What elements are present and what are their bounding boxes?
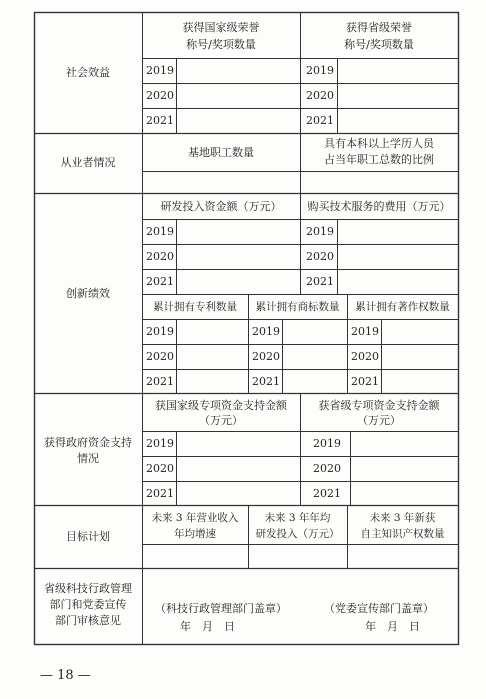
- year-2021: 2021: [146, 487, 174, 500]
- degree-ratio-header-2: 占当年职工总数的比例: [324, 153, 434, 166]
- year-2019: 2019: [146, 225, 174, 238]
- tech-dept-date: 年 月 日: [180, 620, 235, 633]
- provincial-fund-header: 获省级专项资金支持金额: [318, 399, 440, 412]
- provincial-honor-header-2: 称号/奖项数量: [344, 38, 414, 51]
- year-2021: 2021: [252, 375, 280, 388]
- ip-target-header-2: 自主知识产权数量: [360, 528, 445, 540]
- review-label-2: 部门和党委宣传: [49, 598, 127, 611]
- year-2021: 2021: [313, 487, 341, 500]
- year-2021: 2021: [306, 114, 334, 127]
- revenue-growth-header-2: 年均增速: [174, 528, 216, 540]
- year-2020: 2020: [252, 350, 280, 363]
- publicity-dept-stamp: （党委宣传部门盖章）: [324, 602, 434, 615]
- ip-target-header: 未来 3 年新获: [369, 512, 436, 524]
- national-honor-header-2: 称号/奖项数量: [186, 38, 256, 51]
- gov-funding-label-2: 情况: [77, 452, 99, 465]
- national-fund-header: 获国家级专项资金支持金额: [155, 399, 287, 412]
- year-2020: 2020: [146, 250, 174, 263]
- provincial-fund-unit: （万元）: [357, 414, 401, 427]
- year-2021: 2021: [351, 375, 379, 388]
- rd-investment-header: 研发投入资金额（万元）: [160, 200, 282, 213]
- year-2020: 2020: [351, 350, 379, 363]
- gov-funding-label: 获得政府资金支持: [44, 436, 132, 449]
- year-2019: 2019: [146, 325, 174, 338]
- review-label-3: 部门审核意见: [55, 614, 121, 627]
- year-2020: 2020: [146, 350, 174, 363]
- year-2020: 2020: [306, 250, 334, 263]
- year-2019: 2019: [146, 437, 174, 450]
- revenue-growth-header: 未来 3 年营业收入: [151, 512, 239, 524]
- rd-target-header: 未来 3 年年均: [264, 512, 331, 524]
- social-benefit-label: 社会效益: [66, 66, 110, 79]
- copyright-count-header: 累计拥有著作权数量: [355, 301, 450, 313]
- provincial-honor-header: 获得省级荣誉: [346, 21, 412, 34]
- year-2021: 2021: [146, 275, 174, 288]
- year-2019: 2019: [306, 64, 334, 77]
- staff-count-header: 基地职工数量: [188, 146, 254, 159]
- tech-dept-stamp: （科技行政管理部门盖章）: [155, 602, 287, 615]
- year-2020: 2020: [306, 89, 334, 102]
- year-2020: 2020: [146, 89, 174, 102]
- year-2019: 2019: [313, 437, 341, 450]
- year-2021: 2021: [306, 275, 334, 288]
- rd-target-header-2: 研发投入（万元）: [255, 528, 340, 540]
- trademark-count-header: 累计拥有商标数量: [255, 301, 340, 313]
- patent-count-header: 累计拥有专利数量: [153, 301, 237, 313]
- target-plan-label: 目标计划: [66, 530, 110, 543]
- innovation-label: 创新绩效: [66, 287, 110, 300]
- year-2019: 2019: [252, 325, 280, 338]
- review-label: 省级科技行政管理: [44, 582, 132, 595]
- page-number: — 18 —: [40, 668, 91, 683]
- staff-label: 从业者情况: [60, 156, 116, 169]
- national-fund-unit: （万元）: [199, 414, 243, 427]
- year-2020: 2020: [146, 462, 174, 475]
- year-2021: 2021: [146, 114, 174, 127]
- tech-service-fee-header: 购买技术服务的费用（万元）: [307, 200, 451, 213]
- year-2019: 2019: [146, 64, 174, 77]
- national-honor-header: 获得国家级荣誉: [182, 21, 260, 34]
- year-2019: 2019: [306, 225, 334, 238]
- degree-ratio-header: 具有本科以上学历人员: [324, 137, 434, 150]
- year-2021: 2021: [146, 375, 174, 388]
- year-2020: 2020: [313, 462, 341, 475]
- year-2019: 2019: [351, 325, 379, 338]
- publicity-dept-date: 年 月 日: [365, 620, 420, 633]
